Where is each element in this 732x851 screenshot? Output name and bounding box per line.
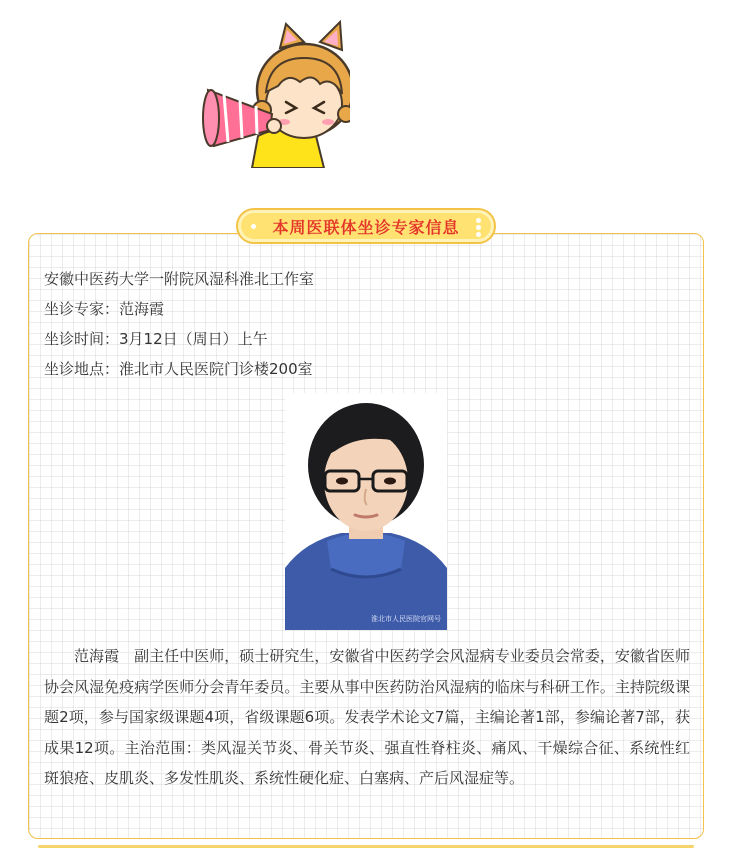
mascot-megaphone-illustration — [200, 18, 350, 168]
consultation-info — [44, 264, 314, 384]
consultation-location: 坐诊地点：淮北市人民医院门诊楼200室 — [44, 360, 313, 378]
department-name: 安徽中医药大学一附院风湿科淮北工作室 — [44, 270, 315, 288]
photo-watermark: 淮北市人民医院官网号 — [371, 615, 441, 623]
expert-portrait-photo — [285, 393, 447, 630]
expert-biography — [44, 641, 690, 794]
biography-text: 范海霞 副主任中医师，硕士研究生，安徽省中医药学会风湿病专业委员会常委，安徽省医师协会风湿免疫病学医师分会青年委员。主要从事中医药防治风湿病的临床与科研工作。主持院级课题2项，参与国家级课题4项，省级课题6项。发表学术论文7篇，主编论著1部，参编论著7部，获成果12项。主治范围：类风湿关节炎、骨关节炎、强直性脊柱炎、痛风、干燥综合征、系统性红斑狼疮、皮肌炎、多发性肌炎、系统性硬化症、白塞病、产后风湿症等。 — [44, 647, 690, 787]
section-title: 本周医联体坐诊专家信息 — [272, 217, 460, 237]
dots-right-icon — [476, 218, 481, 238]
card-bottom-accent — [38, 845, 694, 848]
consultation-time: 坐诊时间：3月12日（周日）上午 — [44, 330, 268, 348]
expert-name: 坐诊专家：范海霞 — [44, 300, 165, 318]
section-title-badge — [236, 208, 496, 244]
